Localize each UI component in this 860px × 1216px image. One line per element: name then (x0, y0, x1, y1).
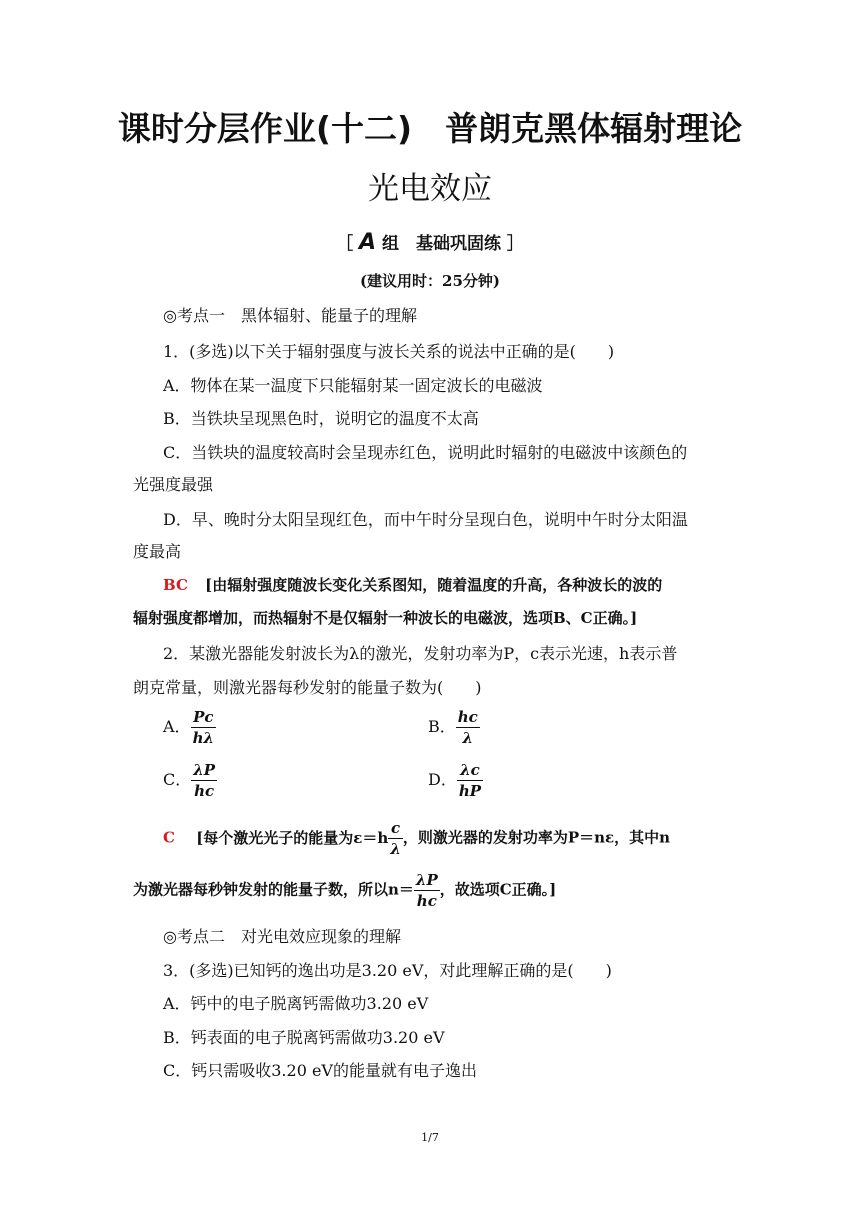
q1-option-a: A．物体在某一温度下只能辐射某一固定波长的电磁波 (163, 376, 543, 395)
fraction (191, 707, 216, 748)
denominator: λ (462, 729, 474, 747)
bracket-left: ［ (336, 234, 354, 254)
q2-stem-line2: 朗克常量，则激光器每秒发射的能量子数为( ) (133, 678, 482, 697)
denominator: hc (416, 892, 437, 910)
numerator: Pc (191, 707, 216, 728)
numerator: λc (457, 760, 483, 781)
q2-explanation-b: ，则激光器的发射功率为P＝nε，其中n (402, 828, 671, 847)
denominator: λ (390, 840, 401, 858)
fraction (191, 760, 217, 801)
section-heading-2: ◎考点二 对光电效应现象的理解 (163, 927, 401, 946)
q1-explanation-line1: [由辐射强度随波长变化关系图知，随着温度的升高，各种波长的波的 (205, 576, 663, 594)
option-letter: A． (163, 717, 191, 736)
option-letter: D． (428, 770, 457, 789)
numerator: λP (415, 871, 438, 889)
denominator: hc (194, 782, 215, 800)
q2-option-a (163, 707, 216, 748)
q3-option-b: B．钙表面的电子脱离钙需做功3.20 eV (163, 1028, 445, 1047)
numerator: λP (193, 761, 216, 779)
q1-option-b: B．当铁块呈现黑色时，说明它的温度不太高 (163, 409, 479, 428)
q2-explanation-a: [每个激光光子的能量为ε＝h (196, 828, 389, 847)
q1-answer-key: BC (163, 576, 188, 594)
q2-explanation-line2 (133, 870, 556, 911)
q1-answer (163, 574, 662, 595)
q2-answer (163, 818, 670, 859)
option-letter: B． (428, 717, 456, 736)
bracket-right: ］ (506, 234, 524, 254)
section-heading-1: ◎考点一 黑体辐射、能量子的理解 (163, 306, 417, 325)
denominator: hP (458, 782, 482, 800)
q1-option-c-line1: C．当铁块的温度较高时会呈现赤红色，说明此时辐射的电磁波中该颜色的 (163, 443, 688, 462)
page-title: 课时分层作业(十二) 普朗克黑体辐射理论 (117, 109, 743, 148)
fraction (414, 870, 440, 911)
fraction (388, 818, 403, 859)
q2-explanation2-a: 为激光器每秒钟发射的能量子数，所以n＝ (133, 880, 414, 899)
q2-explanation2-b: ，故选项C正确。] (439, 880, 557, 899)
numerator: c (388, 818, 403, 839)
group-letter: A (359, 230, 377, 255)
q1-stem: 1．(多选)以下关于辐射强度与波长关系的说法中正确的是( ) (163, 342, 615, 361)
q2-answer-key: C (163, 828, 175, 847)
q2-option-d (428, 760, 483, 801)
q1-explanation-line2: 辐射强度都增加，而热辐射不是仅辐射一种波长的电磁波，选项B、C正确。] (133, 609, 638, 627)
q2-stem-line1: 2．某激光器能发射波长为λ的激光，发射功率为P，c表示光速，h表示普 (163, 644, 678, 663)
numerator: hc (457, 708, 478, 726)
time-hint: (建议用时：25分钟) (359, 272, 501, 290)
page-title-line2: 光电效应 (368, 171, 492, 207)
q2-option-c (163, 760, 217, 801)
group-label: 组 基础巩固练 (381, 234, 501, 254)
q3-stem: 3．(多选)已知钙的逸出功是3.20 eV，对此理解正确的是( ) (163, 961, 612, 980)
q1-option-d-line1: D．早、晚时分太阳呈现红色，而中午时分呈现白色，说明中午时分太阳温 (163, 510, 688, 529)
q1-option-c-line2: 光强度最强 (133, 475, 214, 494)
fraction (456, 707, 480, 748)
q3-option-a: A．钙中的电子脱离钙需做功3.20 eV (163, 994, 429, 1013)
denominator: hλ (192, 729, 214, 747)
group-heading (0, 229, 860, 255)
option-letter: C． (163, 770, 192, 789)
page-number: 1/7 (421, 1131, 439, 1144)
q2-option-b (428, 707, 480, 748)
q1-option-d-line2: 度最高 (133, 542, 182, 561)
fraction (457, 760, 483, 801)
q3-option-c: C．钙只需吸收3.20 eV的能量就有电子逸出 (163, 1061, 477, 1080)
